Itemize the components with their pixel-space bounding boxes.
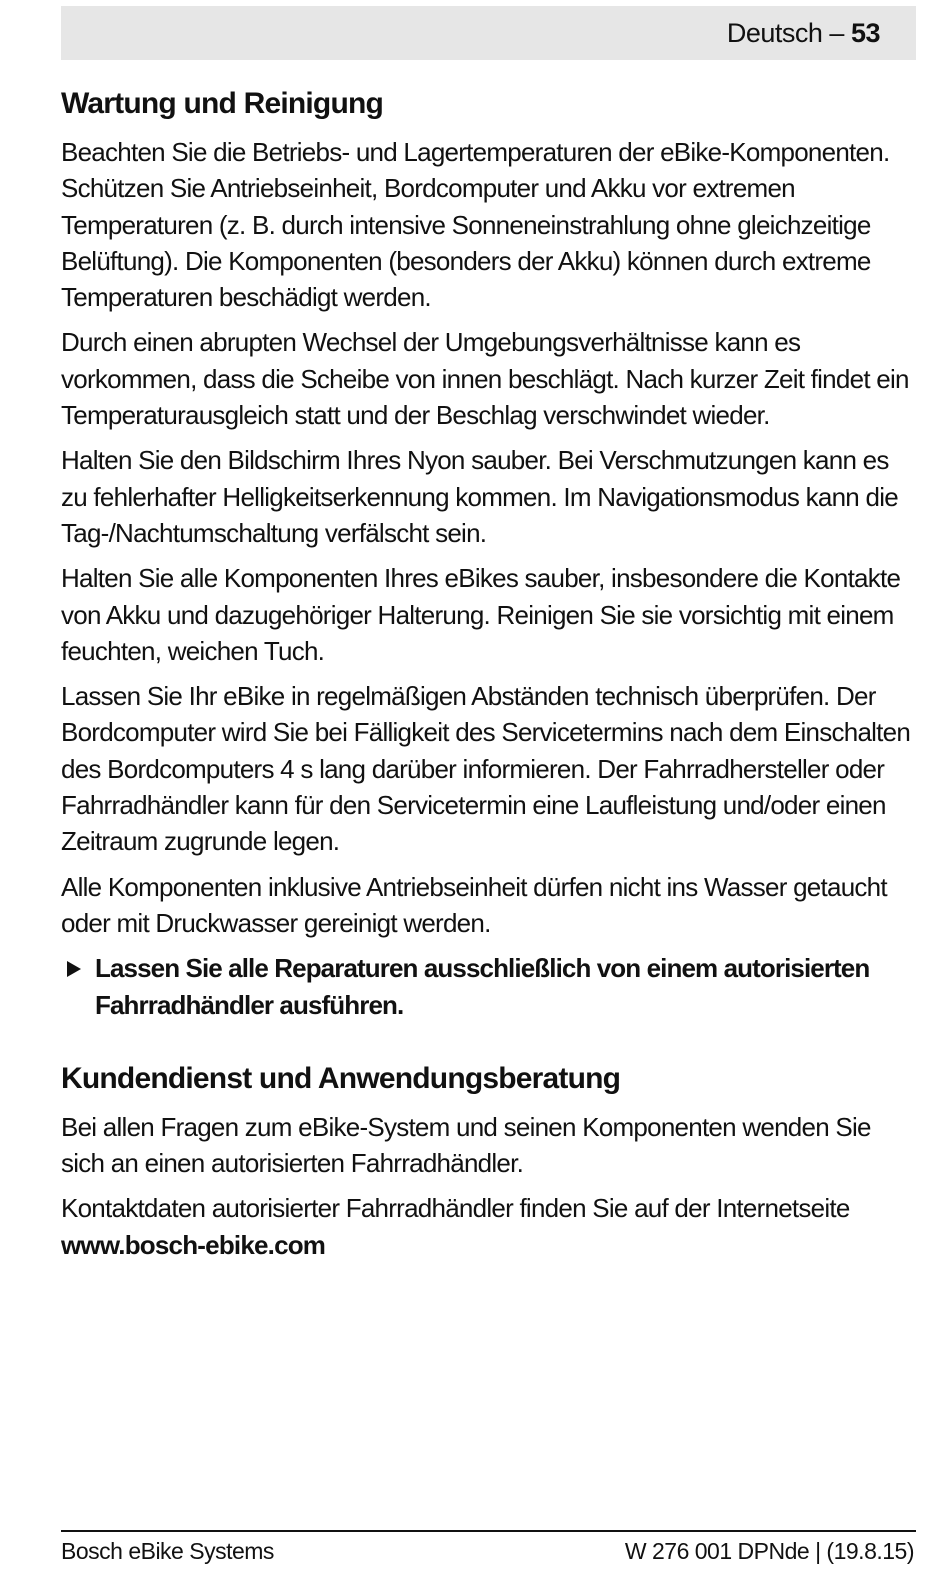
repair-notice-text: Lassen Sie alle Reparaturen ausschließlich von einem autorisierten Fahrradhändler ausführen. <box>95 953 870 1020</box>
paragraph-dealer-questions: Bei allen Fragen zum eBike-System und seinen Komponenten wenden Sie sich an einen autorisierten Fahrradhändler. <box>61 1111 871 1179</box>
paragraph-contact-info <box>61 1190 913 1263</box>
page-header <box>61 6 916 60</box>
page-number: 53 <box>850 18 880 48</box>
paragraph-service-check: Lassen Sie Ihr eBike in regelmäßigen Abständen technisch überprüfen. Der Bordcomputer wird Sie bei Fälligkeit des Servicetermins nach dem Einschalten des Bordcomputers 4 s lang darüber informieren. Der Fahrradhersteller oder Fahrradhändler kann für den Servicetermin eine Laufleistung und/oder einen Zeitraum zugrunde legen. <box>61 681 911 857</box>
website-link[interactable]: www.bosch-ebike.com <box>61 1229 326 1260</box>
header-separator: – <box>822 18 851 48</box>
section-title-customer-service: Kundendienst und Anwendungsberatung <box>61 1061 621 1095</box>
repair-notice <box>61 950 913 1023</box>
paragraph-temperatures: Beachten Sie die Betriebs- und Lagertemperaturen der eBike-Komponenten. Schützen Sie Antriebseinheit, Bordcomputer und Akku vor extremen Temperaturen (z. B. durch intensive Sonneneinstrahlung ohne gleichzeitige Belüftung). Die Komponenten (besonders der Akku) können durch extreme Temperaturen beschädigt werden. <box>61 137 890 313</box>
paragraph-screen-cleaning: Halten Sie den Bildschirm Ihres Nyon sauber. Bei Verschmutzungen kann es zu fehlerhafter Helligkeitserkennung kommen. Im Navigationsmodus kann die Tag-/Nachtumschaltung verfälscht sein. <box>61 445 898 548</box>
paragraph-condensation: Durch einen abrupten Wechsel der Umgebungsverhältnisse kann es vorkommen, dass die Scheibe von innen beschlägt. Nach kurzer Zeit findet ein Temperaturausgleich statt und der Beschlag verschwindet wieder. <box>61 327 909 431</box>
paragraph-water-warning: Alle Komponenten inklusive Antriebseinheit dürfen nicht ins Wasser getaucht oder mit Druckwasser gereinigt werden. <box>61 871 887 938</box>
paragraph-components-cleaning: Halten Sie alle Komponenten Ihres eBikes sauber, insbesondere die Kontakte von Akku und dazugehöriger Halterung. Reinigen Sie sie vorsichtig mit einem feuchten, weichen Tuch. <box>61 563 901 666</box>
triangle-bullet-icon <box>67 961 81 977</box>
footer-doc-id: W 276 001 DPNde | (19.8.15) <box>624 1538 914 1564</box>
section-title-maintenance: Wartung und Reinigung <box>61 87 384 120</box>
page-content <box>61 84 913 1272</box>
footer-company: Bosch eBike Systems <box>61 1538 274 1564</box>
contact-info-text: Kontaktdaten autorisierter Fahrradhändler finden Sie auf der Internetseite <box>61 1193 850 1224</box>
header-label <box>727 18 880 49</box>
footer-divider <box>61 1530 916 1532</box>
header-language: Deutsch <box>726 18 823 48</box>
